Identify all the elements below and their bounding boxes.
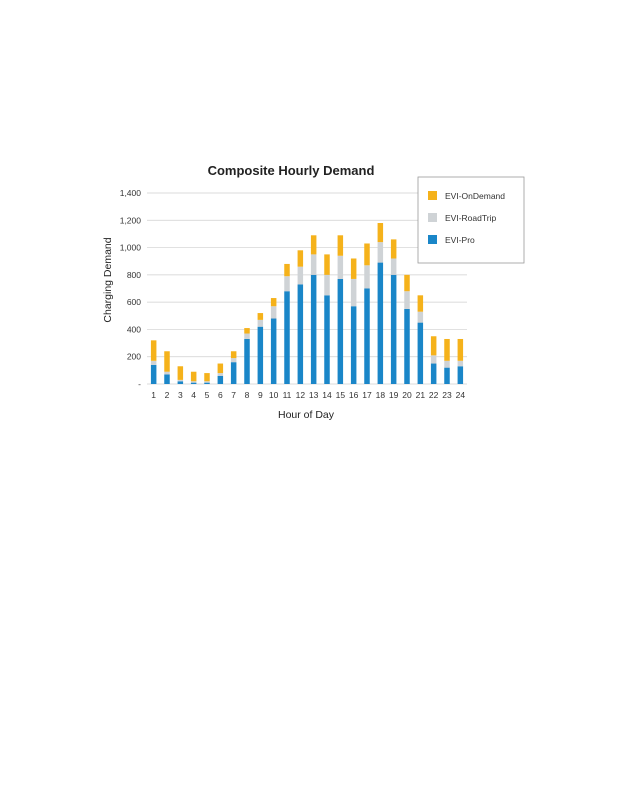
bar-evi-pro-hour-1 [151,365,157,384]
bars [151,223,463,384]
bar-evi-pro-hour-4 [191,383,197,384]
bar-evi-ondemand-hour-14 [324,254,330,274]
x-tick-label: 8 [244,390,250,400]
bar-evi-pro-hour-13 [311,275,317,384]
bar-evi-pro-hour-16 [351,306,357,384]
x-tick-label: 7 [231,390,237,400]
bar-evi-roadtrip-hour-15 [338,256,344,279]
bar-evi-ondemand-hour-2 [164,351,170,371]
x-tick-label: 22 [428,390,439,400]
y-tick-label: 200 [126,351,141,362]
bar-evi-pro-hour-23 [444,368,450,384]
x-tick-label: 13 [308,390,319,400]
x-tick-label: 23 [442,390,452,400]
x-tick-label: 19 [388,390,399,400]
bar-evi-roadtrip-hour-14 [324,275,330,295]
x-tick-label: 15 [335,390,346,400]
bar-evi-roadtrip-hour-12 [298,267,304,285]
x-tick-label: 9 [257,390,263,400]
y-axis-ticks [120,188,142,389]
bar-evi-ondemand-hour-19 [391,239,397,258]
bar-evi-ondemand-hour-18 [378,223,384,242]
bar-evi-ondemand-hour-5 [204,373,210,381]
bar-evi-pro-hour-5 [204,383,210,384]
chart-title: Composite Hourly Demand [207,163,375,178]
bar-evi-ondemand-hour-20 [404,275,410,291]
bar-evi-pro-hour-17 [364,289,370,385]
x-tick-label: 17 [362,390,372,400]
bar-evi-roadtrip-hour-7 [231,358,237,362]
bar-evi-ondemand-hour-24 [458,339,464,361]
bar-evi-roadtrip-hour-11 [284,276,290,291]
bar-evi-pro-hour-21 [418,323,424,384]
x-tick-label: 11 [282,390,292,400]
bar-evi-roadtrip-hour-6 [218,373,224,376]
bar-evi-roadtrip-hour-2 [164,372,170,375]
bar-evi-roadtrip-hour-8 [244,334,250,339]
y-tick-label: 600 [126,297,141,308]
bar-evi-ondemand-hour-21 [418,295,424,311]
bar-evi-roadtrip-hour-20 [404,291,410,309]
legend-swatch [428,191,437,200]
bar-evi-pro-hour-19 [391,275,397,384]
y-axis-label: Charging Demand [102,237,114,323]
x-axis-label: Hour of Day [277,409,335,421]
bar-evi-roadtrip-hour-4 [191,381,197,382]
bar-evi-pro-hour-6 [218,376,224,384]
legend-swatch [428,235,437,244]
y-tick-label: 1,200 [119,215,141,226]
x-axis-ticks [151,390,465,400]
bar-evi-roadtrip-hour-5 [204,381,210,382]
bar-evi-roadtrip-hour-24 [458,361,464,366]
bar-evi-ondemand-hour-8 [244,328,250,333]
x-tick-label: 6 [217,390,223,400]
x-tick-label: 14 [322,390,332,400]
legend-swatch [428,213,437,222]
bar-evi-roadtrip-hour-16 [351,279,357,306]
bar-evi-ondemand-hour-22 [431,336,437,355]
x-tick-label: 4 [191,390,197,400]
bar-evi-ondemand-hour-3 [178,366,184,380]
bar-evi-roadtrip-hour-23 [444,361,450,368]
legend [418,177,524,263]
bar-evi-pro-hour-22 [431,364,437,384]
x-tick-label: 12 [295,390,306,400]
bar-evi-pro-hour-9 [258,327,264,384]
y-tick-label: - [138,379,141,389]
bar-evi-ondemand-hour-15 [338,235,344,255]
bar-evi-ondemand-hour-16 [351,258,357,278]
x-tick-label: 21 [415,390,426,400]
bar-evi-ondemand-hour-6 [218,364,224,374]
bar-evi-roadtrip-hour-13 [311,254,317,274]
bar-evi-ondemand-hour-17 [364,243,370,265]
bar-evi-ondemand-hour-7 [231,351,237,358]
bar-evi-ondemand-hour-1 [151,340,157,360]
x-tick-label: 3 [177,390,183,400]
bar-evi-pro-hour-8 [244,339,250,384]
x-tick-label: 16 [348,390,359,400]
x-tick-label: 10 [268,390,279,400]
bar-evi-pro-hour-11 [284,291,290,384]
legend-label: EVI-Pro [445,235,475,245]
bar-evi-pro-hour-15 [338,279,344,384]
bar-evi-roadtrip-hour-9 [258,320,264,327]
legend-label: EVI-OnDemand [445,191,505,201]
bar-evi-pro-hour-18 [378,263,384,384]
bar-evi-pro-hour-12 [298,284,304,384]
bar-evi-roadtrip-hour-18 [378,242,384,262]
bar-evi-roadtrip-hour-19 [391,258,397,274]
x-tick-label: 5 [204,390,210,400]
bar-evi-pro-hour-20 [404,309,410,384]
bar-evi-ondemand-hour-9 [258,313,264,320]
bar-evi-pro-hour-2 [164,374,170,384]
bar-evi-pro-hour-3 [178,381,184,384]
legend-label: EVI-RoadTrip [445,213,497,223]
bar-evi-ondemand-hour-4 [191,372,197,382]
bar-evi-pro-hour-10 [271,319,277,384]
y-tick-label: 1,000 [119,242,141,253]
bar-evi-roadtrip-hour-21 [418,312,424,323]
x-tick-label: 1 [151,390,157,400]
bar-evi-pro-hour-14 [324,295,330,384]
x-tick-label: 2 [164,390,170,400]
x-tick-label: 18 [375,390,386,400]
y-tick-label: 1,400 [119,188,141,198]
bar-evi-ondemand-hour-11 [284,264,290,276]
bar-evi-pro-hour-7 [231,362,237,384]
bar-evi-ondemand-hour-12 [298,250,304,266]
bar-evi-ondemand-hour-10 [271,298,277,306]
x-tick-label: 20 [402,390,412,400]
bar-evi-roadtrip-hour-3 [178,380,184,381]
x-tick-label: 24 [455,390,466,400]
bar-evi-roadtrip-hour-17 [364,265,370,288]
y-tick-label: 400 [126,324,141,335]
bar-evi-roadtrip-hour-10 [271,306,277,318]
bar-evi-roadtrip-hour-1 [151,361,157,365]
bar-evi-ondemand-hour-13 [311,235,317,254]
bar-evi-ondemand-hour-23 [444,339,450,361]
y-tick-label: 800 [126,269,141,280]
bar-evi-roadtrip-hour-22 [431,355,437,363]
bar-evi-pro-hour-24 [458,366,464,384]
